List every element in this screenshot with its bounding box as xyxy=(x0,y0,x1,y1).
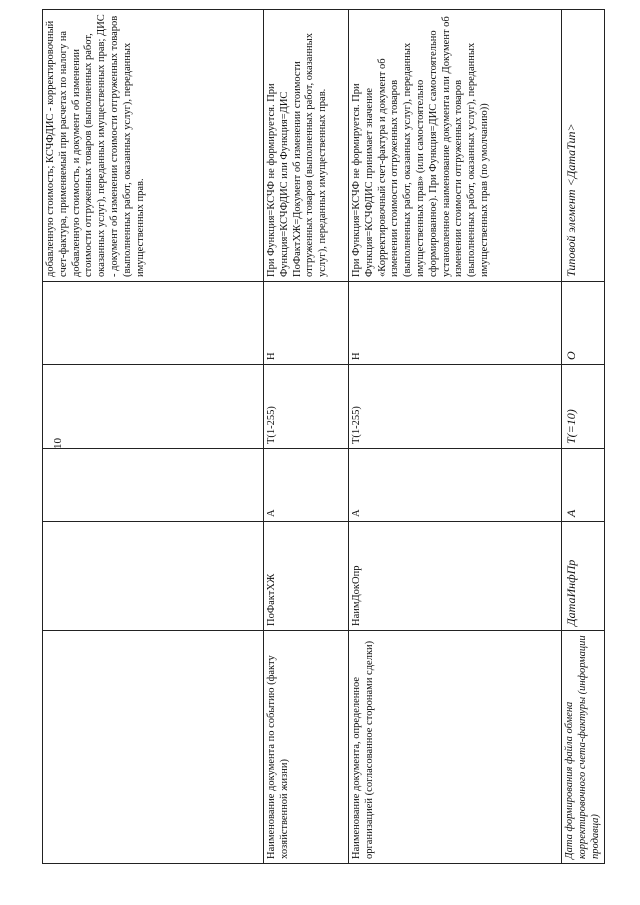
cell-info: добавленную стоимость; КСЧФДИС - корректировочный счет-фактура, применяемый при расчетах по налогу на добавленную стоимость, и документ об изменении стоимости отгруженных товаров (выполненных работ, оказанных услуг), переданных имущественных прав; ДИС - документ об изменении стоимости отгруженных товаров (выполненных работ, оказанных услуг), переданных имущественных прав. xyxy=(43,10,264,282)
cell-name: Дата формирования файла обмена корректировочного счета-фактуры (информации продавца) xyxy=(562,631,605,864)
document-table-rotated xyxy=(42,10,601,864)
page-number: 10 xyxy=(52,438,64,449)
cell-format: T(1-255) xyxy=(349,365,562,449)
cell-type: А xyxy=(264,449,349,522)
cell-code: ПоФактХЖ xyxy=(264,522,349,631)
elements-table xyxy=(42,9,605,864)
cell-code xyxy=(43,522,264,631)
cell-info: При Функция=КСЧФ не формируется. При Функция=КСЧФДИС принимает значение «Корректировочный счет-фактура и документ об изменении стоимости отгруженных товаров (выполненных работ, оказанных услуг), переданных имущественных прав» (или самостоятельно сформированное). При Функция=ДИС самостоятельно установленное наименование документа или Документ об изменении стоимости отгруженных товаров (выполненных работ, оказанных услуг), переданных имущественных прав (по умолчанию)) xyxy=(349,10,562,282)
cell-format xyxy=(43,365,264,449)
cell-req: Н xyxy=(264,282,349,365)
cell-info: При Функция=КСЧФ не формируется. При Функция=КСЧФДИС или Функция=ДИС ПоФактХЖ=Документ об изменении стоимости отгруженных товаров (выполненных работ, оказанных услуг), переданных имущественных прав. xyxy=(264,10,349,282)
cell-req: О xyxy=(562,282,605,365)
cell-code: ДатаИнфПр xyxy=(562,522,605,631)
table-row xyxy=(349,10,562,864)
cell-info: Типовой элемент <ДатаТип> xyxy=(562,10,605,282)
cell-name: Наименование документа по событию (факту хозяйственной жизни) xyxy=(264,631,349,864)
cell-format: T(1-255) xyxy=(264,365,349,449)
cell-req: Н xyxy=(349,282,562,365)
cell-type: А xyxy=(562,449,605,522)
table-row xyxy=(562,10,605,864)
cell-format: T(=10) xyxy=(562,365,605,449)
cell-req xyxy=(43,282,264,365)
cell-code: НаимДокОпр xyxy=(349,522,562,631)
table-row xyxy=(43,10,264,864)
cell-name xyxy=(43,631,264,864)
cell-type: А xyxy=(349,449,562,522)
cell-type xyxy=(43,449,264,522)
cell-name: Наименование документа, определенное организацией (согласованное сторонами сделки) xyxy=(349,631,562,864)
table-row xyxy=(264,10,349,864)
